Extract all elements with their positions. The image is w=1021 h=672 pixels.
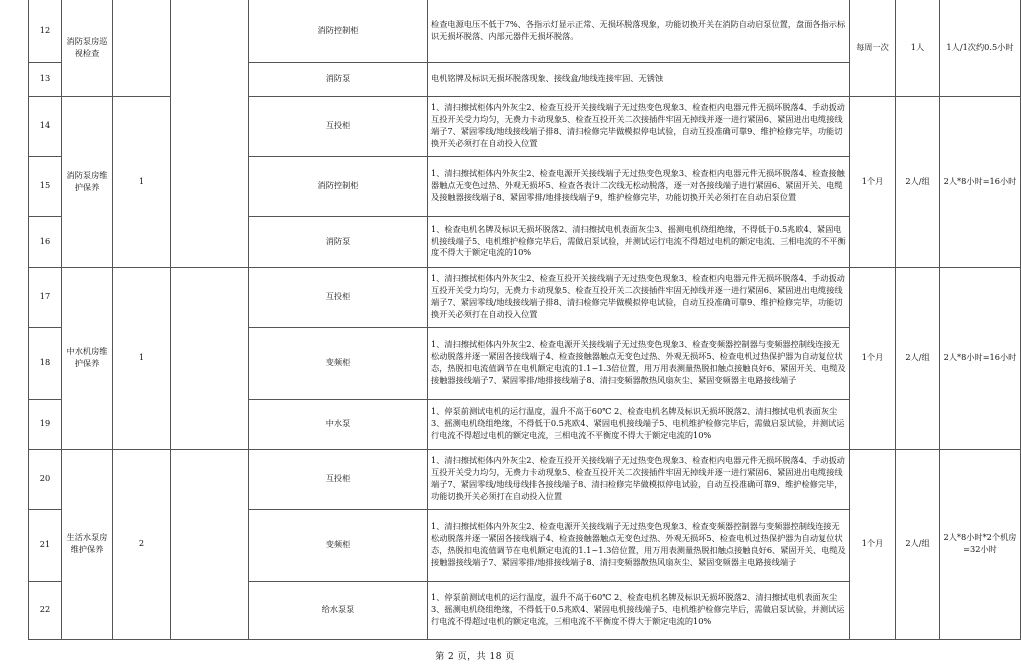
- system-name-cell: 消防泵房维护保养: [62, 96, 113, 267]
- equipment-cell: 给水泵泵: [249, 581, 428, 639]
- table-row: [29, 0, 1021, 62]
- staff-cell: 2人/组: [896, 96, 940, 267]
- content-cell: 1、清扫擦拭柜体内外灰尘2、检查互投开关接线端子无过热变色现象3、检查柜内电器元件无损坏脱落4、手动扳动互投开关受力均匀，无费力卡动现象5、检查互投开关二次接插件牢固无掉线并逐一进行紧固6、紧固进出电缆接线端子7、紧固零线/地线母线排各接线端子8、清扫检修完毕做模拟停电试验，自动互投准确可靠9、维护检修完毕，功能切换开关必须打在自动投入位置: [428, 449, 850, 509]
- equipment-cell: 消防泵: [249, 62, 428, 96]
- equipment-cell: 变频柜: [249, 327, 428, 399]
- cycle-cell: 1个月: [850, 267, 896, 449]
- equipment-cell: 消防控制柜: [249, 0, 428, 62]
- content-cell: 1、清扫擦拭柜体内外灰尘2、检查互投开关接线端子无过热变色现象3、检查柜内电器元件无损坏脱落4、手动扳动互投开关受力均匀，无费力卡动现象5、检查互投开关二次接插件牢固无掉线并逐一进行紧固6、紧固进出电缆接线端子7、紧固零线/地线接线端子排8、清扫检修完毕做模拟停电试验，自动互投准确可靠9、维护检修完毕，功能切换开关必须打在自动投入位置: [428, 96, 850, 156]
- content-cell: 1、检查电机名牌及标识无损坏脱落2、清扫擦拭电机表面灰尘3、摇测电机绕组绝缘，不得低于0.5兆欧4、紧固电机接线端子5、电机维护检修完毕后，需做启泵试验，并测试运行电流不得超过电机的额定电流、三相电流的不平衡度不得大于额定电流的10%: [428, 216, 850, 267]
- cycle-cell: 1个月: [850, 96, 896, 267]
- row-number: 13: [29, 62, 62, 96]
- cycle-cell: 每周一次: [850, 0, 896, 96]
- staff-cell: 2人/组: [896, 449, 940, 639]
- blank-cell: [171, 267, 249, 449]
- content-cell: 1、清扫擦拭柜体内外灰尘2、检查电源开关接线端子无过热变色现象3、检查柜内电器元件无损坏脱落4、检查接触器触点无变色过热、外观无损坏5、检查各表计二次线无松动脱落，逐一对各接线端子进行紧固6、紧固开关、电缆及接触器接线端子8、紧固零排/地排接线端子9，维护检修完毕，功能切换开关必须打在自动启泵位置: [428, 156, 850, 216]
- quantity-cell: 2: [113, 449, 171, 639]
- maintenance-table: [28, 0, 1021, 640]
- row-number: 22: [29, 581, 62, 639]
- hours-cell: 2人*8小时*2个机房=32小时: [940, 449, 1021, 639]
- content-cell: 1、清扫擦拭柜体内外灰尘2、检查互投开关接线端子无过热变色现象3、检查柜内电器元件无损坏脱落4、手动扳动互投开关受力均匀，无费力卡动现象5、检查互投开关二次接插件牢固无掉线并逐一进行紧固6、紧固进出电缆接线端子7、紧固零线/地线接线端子排8、清扫检修完毕做模拟停电试验，自动互投准确可靠9、维护检修完毕，功能切换开关必须打在自动投入位置: [428, 267, 850, 327]
- cycle-cell: 1个月: [850, 449, 896, 639]
- content-cell: 1、清扫擦拭柜体内外灰尘2、检查电源开关接线端子无过热变色现象3、检查变频器控制器与变频器控制线连接无松动脱落并逐一紧固各接线端子4、检查接触器触点无变色过热、外观无损坏5、检查电机过热保护器为自动复位状态，热脱扣电流值调节在电机额定电流的1.1~1.3倍位置，用万用表测量热脱扣触点接触良好6、紧固开关、电缆及接触器接线端子7、紧固零排/地排接线端子8、清扫变频器散热风扇灰尘、紧固变频器主电路接线端子: [428, 327, 850, 399]
- equipment-cell: 中水泵: [249, 399, 428, 449]
- hours-cell: 1人/1次约0.5小时: [940, 0, 1021, 96]
- quantity-cell: 1: [113, 96, 171, 267]
- quantity-cell: 1: [113, 267, 171, 449]
- hours-cell: 2人*8小时=16小时: [940, 267, 1021, 449]
- equipment-cell: 互投柜: [249, 96, 428, 156]
- equipment-cell: 互投柜: [249, 267, 428, 327]
- page-footer: 第 2 页，共 18 页: [435, 652, 515, 662]
- equipment-cell: 消防泵: [249, 216, 428, 267]
- equipment-cell: 消防控制柜: [249, 156, 428, 216]
- table-row: [29, 267, 1021, 327]
- blank-cell: [171, 0, 249, 267]
- row-number: 17: [29, 267, 62, 327]
- content-cell: 1、停泵前测试电机的运行温度，温升不高于60℃ 2、检查电机名牌及标识无损坏脱落2、清扫擦拭电机表面灰尘3、摇测电机绕组绝缘，不得低于0.5兆欧4、紧固电机接线端子5、电机维护检修完毕后，需做启泵试验，并测试运行电流不得超过电机的额定电流，三相电流不平衡度不得大于额定电流的10%: [428, 399, 850, 449]
- hours-cell: 2人*8小时=16小时: [940, 96, 1021, 267]
- equipment-cell: 互投柜: [249, 449, 428, 509]
- row-number: 12: [29, 0, 62, 62]
- blank-cell: [171, 449, 249, 639]
- quantity-cell: [113, 0, 171, 96]
- row-number: 21: [29, 509, 62, 581]
- system-name-cell: 中水机房维护保养: [62, 267, 113, 449]
- row-number: 18: [29, 327, 62, 399]
- staff-cell: 2人/组: [896, 267, 940, 449]
- table-row: [29, 449, 1021, 509]
- row-number: 16: [29, 216, 62, 267]
- system-name-cell: 生活水泵房维护保养: [62, 449, 113, 639]
- staff-cell: 1人: [896, 0, 940, 96]
- row-number: 15: [29, 156, 62, 216]
- content-cell: 电机铭牌及标识无损坏脱落现象、接线盒/地线连接牢固、无锈蚀: [428, 62, 850, 96]
- content-cell: 检查电源电压不低于7%、各指示灯显示正常、无损坏脱落现象，功能切换开关在消防自动启泵位置，盘面各指示标识无损坏脱落、内部元器件无损坏脱落。: [428, 0, 850, 62]
- row-number: 19: [29, 399, 62, 449]
- system-name-cell: 消防泵房巡视检查: [62, 0, 113, 96]
- row-number: 20: [29, 449, 62, 509]
- row-number: 14: [29, 96, 62, 156]
- content-cell: 1、清扫擦拭柜体内外灰尘2、检查电源开关接线端子无过热变色现象3、检查变频器控制器与变频器控制线连接无松动脱落并逐一紧固各接线端子4、检查接触器触点无变色过热、外观无损坏5、检查电机过热保护器为自动复位状态，热脱扣电流值调节在电机额定电流的1.1~1.3倍位置，用万用表测量热脱扣触点接触良好6、紧固开关、电缆及接触器接线端子7、紧固零排/地排接线端子8、清扫变频器散热风扇灰尘、紧固变频器主电路接线端子: [428, 509, 850, 581]
- content-cell: 1、停泵前测试电机的运行温度，温升不高于60℃ 2、检查电机名牌及标识无损坏脱落2、清扫擦拭电机表面灰尘3、摇测电机绕组绝缘，不得低于0.5兆欧4、紧固电机接线端子5、电机维护检修完毕后，需做启泵试验，并测试运行电流不得超过电机的额定电流，三相电流不平衡度不得大于额定电流的10%: [428, 581, 850, 639]
- equipment-cell: 变频柜: [249, 509, 428, 581]
